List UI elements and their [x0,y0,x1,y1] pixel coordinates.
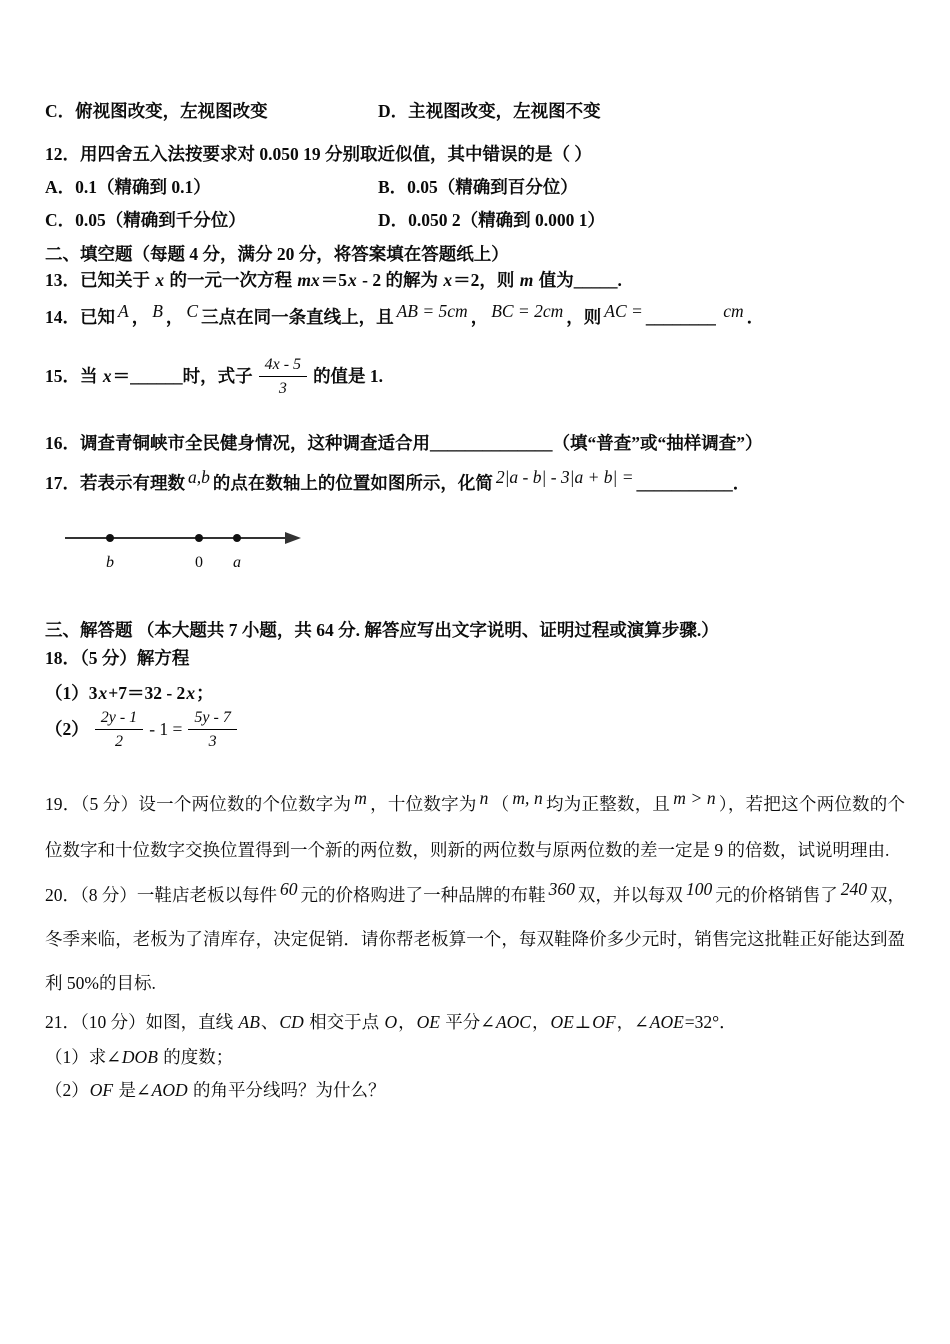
text-segment: （ [491,794,510,814]
text-segment: AOC [495,1012,531,1032]
text-segment: 14．已知 [45,307,115,327]
question-21-item-2 [45,1079,905,1102]
text-segment: 的度数； [158,1047,234,1067]
text-segment: 240 [840,879,868,899]
question-18-stem: 18．（5 分）解方程 [45,648,190,668]
text-segment: - 2 的解为 [357,270,443,290]
text-segment: 双，冬季来临，老板为了清库存，决定促销．请你帮老板算一个，每双鞋降价多少元时，销售完这批鞋正好能达到盈利 50%的目标. [45,885,906,993]
text-segment: 20．（8 分）一鞋店老板以每件 [45,885,277,905]
text-segment: ， [398,1012,416,1032]
text-segment: OF [89,1080,114,1100]
q11-option-c: C．俯视图改变，左视图改变 [45,101,268,121]
question-12-stem: 12．用四舍五入法按要求对 0.050 19 分别取近似值，其中错误的是（ ） [45,144,592,164]
q18-fraction-2-denominator: 3 [208,733,217,750]
text-segment: x [443,270,453,290]
section-2-title: 二、填空题（每题 4 分，满分 20 分，将答案填在答题纸上） [45,244,509,264]
text-segment: 值为_____. [534,270,622,290]
question-18-item-1 [45,682,905,705]
question-17 [45,468,905,495]
text-segment: AOE [649,1012,684,1032]
text-segment: AOD [151,1080,188,1100]
text-segment: ，十位数字为 [369,794,477,814]
text-segment: x [348,270,357,290]
text-segment: 的角平分线吗？为什么？ [188,1080,386,1100]
text-segment: 相交于点 [304,1012,384,1032]
text-segment: m > n [673,788,716,808]
question-16: 16．调查青铜峡市全民健身情况，这种调查适合用______________（填“普查”或“抽样调查”） [45,433,763,453]
text-segment: DOB [121,1047,158,1067]
q12-options-row-cd [45,209,905,232]
text-segment: （2） [45,1080,89,1100]
question-18-item-2 [45,708,905,751]
text-segment: 100 [685,879,713,899]
text-segment: CD [279,1012,304,1032]
text-segment: ， [131,307,150,327]
q11-options-row [45,100,905,123]
text-segment: ），若把这个两位数的个位数字和十位数字交换位置得到一个新的两位数，则新的两位数与原两位数的差一定是 9 的倍数，试说明理由. [45,794,906,860]
question-19 [45,781,905,873]
q18-item-2-label: （2） [45,719,89,739]
text-segment: 三点在同一条直线上，且 [201,307,394,327]
question-13 [45,269,905,292]
text-segment: 双，并以每双 [577,885,683,905]
text-segment: ， [165,307,184,327]
text-segment: OF [592,1012,616,1032]
text-segment: ________ [645,307,716,327]
text-segment: ，∠ [616,1012,649,1032]
arrowhead-icon [285,532,301,544]
label-a: a [233,554,241,571]
q18-item-2-middle: - 1 = [149,719,183,739]
question-14 [45,302,905,329]
q15-fraction-numerator: 4x - 5 [259,355,307,377]
text-segment: OE [416,1012,440,1032]
q11-option-d: D．主视图改变，左视图不变 [378,101,601,121]
text-segment: a,b [188,467,210,487]
label-zero: 0 [195,554,203,571]
q15-fraction-denominator: 3 [278,380,287,397]
text-segment: BC = 2cm [491,301,564,321]
text-segment: x [98,683,108,703]
q18-fraction-1-numerator: 2y - 1 [95,708,143,730]
text-segment: ⊥ [574,1012,592,1032]
text-segment: 的一元一次方程 [165,270,297,290]
q12-options-row-ab [45,176,905,199]
text-segment: ＝2，则 [453,270,519,290]
text-segment: ，则 [566,307,602,327]
q18-fraction-2 [188,708,236,751]
text-segment: cm [718,301,744,321]
text-segment: mx [297,270,320,290]
text-segment: OE [550,1012,574,1032]
section-3-title: 三、解答题 （本大题共 7 小题，共 64 分. 解答应写出文字说明、证明过程或演算步骤.） [45,620,719,640]
text-segment: O [384,1012,398,1032]
q18-fraction-1 [95,708,143,751]
q12-option-a: A．0.1（精确到 0.1） [45,177,211,197]
q15-fraction [259,355,307,398]
text-segment: 19．（5 分）设一个两位数的个位数字为 [45,794,352,814]
text-segment: m [519,270,534,290]
text-segment: 15．当 [45,366,102,386]
text-segment: （1）3 [45,683,98,703]
text-segment: 13．已知关于 [45,270,155,290]
question-15 [45,355,905,398]
point-a-dot [233,534,241,542]
text-segment: =32°． [684,1012,737,1032]
q12-option-c: C．0.05（精确到千分位） [45,210,246,230]
text-segment: ＝______时，式子 [112,366,253,386]
text-segment: A [118,301,129,321]
text-segment: 60 [280,879,298,899]
q18-fraction-2-numerator: 5y - 7 [188,708,236,730]
text-segment: 的点在数轴上的位置如图所示，化简 [212,473,493,493]
text-segment: ， [531,1012,550,1032]
text-segment: x [155,270,165,290]
q12-option-b: B．0.05（精确到百分位） [378,177,578,197]
text-segment: 、 [260,1012,279,1032]
text-segment: 17．若表示有理数 [45,473,185,493]
question-20 [45,873,905,1005]
text-segment: x [186,683,196,703]
text-segment: ． [732,473,751,493]
text-segment: ． [746,307,765,327]
text-segment: 元的价格销售了 [715,885,838,905]
text-segment: 2|a - b| - 3|a + b| = [495,467,634,487]
text-segment: 元的价格购进了一种品牌的布鞋 [300,885,546,905]
text-segment: 均为正整数，且 [545,794,671,814]
text-segment: AC = [604,301,643,321]
text-segment: B [152,301,163,321]
question-21-item-1 [45,1046,905,1069]
question-21-stem [45,1011,905,1034]
text-segment: m, n [512,788,543,808]
text-segment: （1）求∠ [45,1047,121,1067]
q18-fraction-1-denominator: 2 [114,733,123,750]
text-segment: 21．（10 分）如图，直线 [45,1012,238,1032]
text-segment: ___________ [636,473,733,493]
text-segment: AB [238,1012,260,1032]
text-segment: ； [196,683,214,703]
text-segment: AB = 5cm [396,301,468,321]
text-segment: ＝5 [320,270,347,290]
q12-option-d: D．0.050 2（精确到 0.000 1） [378,210,606,230]
text-segment: 是∠ [114,1080,151,1100]
text-segment: ， [470,307,489,327]
text-segment: x [102,366,112,386]
text-segment: 平分∠ [440,1012,495,1032]
q15-text-before [45,365,253,388]
text-segment: +7＝32 - 2 [108,683,186,703]
q15-text-after: 的值是 1. [313,366,384,386]
number-line-figure [63,523,383,575]
label-b: b [106,554,114,571]
text-segment: 360 [548,879,575,899]
text-segment: m [354,788,367,808]
text-segment: n [479,788,489,808]
text-segment: C [186,301,199,321]
point-zero-dot [195,534,203,542]
point-b-dot [106,534,114,542]
